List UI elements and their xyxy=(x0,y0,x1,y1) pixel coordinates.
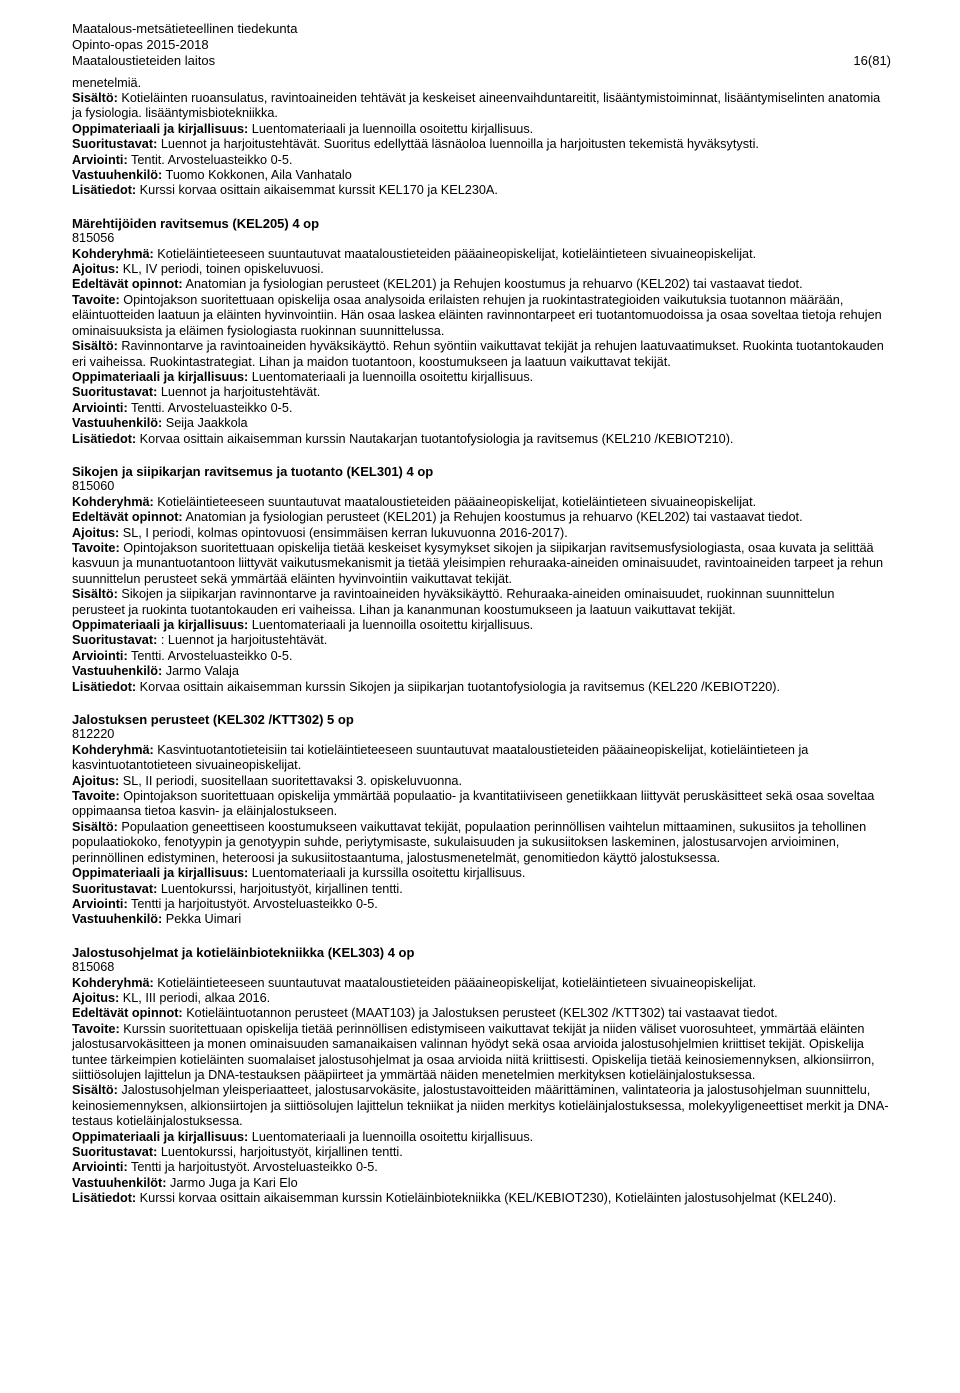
course-field xyxy=(72,401,890,416)
intro-line xyxy=(72,183,890,198)
field-label: Sisältö: xyxy=(72,819,118,834)
course-code: 812220 xyxy=(72,727,115,742)
field-text: KL, III periodi, alkaa 2016. xyxy=(119,990,271,1005)
course-field xyxy=(72,495,890,510)
field-label: Kohderyhmä: xyxy=(72,742,154,757)
course-field xyxy=(72,339,890,370)
intro-label: Arviointi: xyxy=(72,152,128,167)
field-text: Kurssi korvaa osittain aikaisemman kurssin Kotieläinbiotekniikka (KEL/KEBIOT230), Kotieläinten jalostusohjelmat (KEL240). xyxy=(136,1191,837,1206)
course-field xyxy=(72,432,890,447)
field-text: Tentti. Arvosteluasteikko 0-5. xyxy=(127,400,293,415)
course-field xyxy=(72,618,890,633)
field-text: Jarmo Valaja xyxy=(162,664,239,679)
intro-text: Luentomateriaali ja luennoilla osoitettu kirjallisuus. xyxy=(248,121,534,136)
field-text: Opintojakson suoritettuaan opiskelija tietää keskeiset kysymykset sikojen ja siipikarjan ravitsemusfysiologiasta, osaa kuvata ja selittää kasvuun ja munantuotantoon liittyvät vaikutusmekanismit ja tietää yleisimpien rehuraaka-aineiden ominaisuudet, ravintoaineiden tarpeet ja rehun suunnittelun perusteet sekä ymmärtää eläinten hyvinvointiin vaikuttavat tekijät. xyxy=(72,540,884,586)
field-text: SL, II periodi, suositellaan suoritettavaksi 3. opiskeluvuonna. xyxy=(119,773,462,788)
field-label: Arviointi: xyxy=(72,400,128,415)
field-label: Tavoite: xyxy=(72,1021,120,1036)
course-field xyxy=(72,1145,890,1160)
course-title: Märehtijöiden ravitsemus (KEL205) 4 op xyxy=(72,215,320,231)
course-field xyxy=(72,1176,890,1191)
field-label: Suoritustavat: xyxy=(72,385,158,400)
course-field xyxy=(72,247,890,262)
field-label: Arviointi: xyxy=(72,896,128,911)
field-label: Oppimateriaali ja kirjallisuus: xyxy=(72,866,249,881)
field-text: Populaation geneettiseen koostumukseen vaikuttavat tekijät, populaation perinnöllisen vaihtelun mittaaminen, sukusiitos ja tehollinen populaatiokoko, fenotyypin ja genotyypin suhde, periytymisaste, sukulaisuuden ja sukusiitoksen laskeminen, jalostusarvojen arvioiminen, perinnöllinen edistyminen, heteroosi ja sukusiitostaantuma, jalostusmenetelmät, genomitiedon käyttö jalostuksessa. xyxy=(72,819,867,865)
course-field xyxy=(72,882,890,897)
course-field xyxy=(72,1006,890,1021)
field-text: Tentti ja harjoitustyöt. Arvosteluasteikko 0-5. xyxy=(127,1160,378,1175)
course-field xyxy=(72,293,890,339)
course-title: Jalostuksen perusteet (KEL302 /KTT302) 5 op xyxy=(72,712,354,728)
field-text: Jarmo Juga ja Kari Elo xyxy=(166,1175,298,1190)
course-field xyxy=(72,820,890,866)
document-page xyxy=(72,21,890,1207)
course-field xyxy=(72,541,890,587)
field-text: Kasvintuotantotieteisiin tai kotieläintieteeseen suuntautuvat maataloustieteiden pääaineopiskelijat, kotieläintieteen ja kasvintuotantotieteen sivuaineopiskelijat. xyxy=(72,742,809,773)
department-name: Maataloustieteiden laitos xyxy=(72,53,216,69)
field-text: KL, IV periodi, toinen opiskeluvuosi. xyxy=(119,262,324,277)
field-text: Seija Jaakkola xyxy=(162,416,248,431)
field-text: Sikojen ja siipikarjan ravinnontarve ja ravintoaineiden hyväksikäyttö. Rehuraaka-aineiden ominaisuudet, ruokinnan suunnittelun perusteet ja ruokinta tuotantokauden eri vaiheissa. Lihan ja kananmunan koostumukseen ja laatuun vaikuttavat tekijät. xyxy=(72,587,835,617)
field-text: Opintojakson suoritettuaan opiskelija osaa analysoida erilaisten rehujen ja ruokintastrategioiden vaikutuksia tuotannon määrään, eläintuotteiden laatuun ja eläinten hyvinvointiin. Hän osaa laskea eläinten ravinnontarpeet eri tuotantomuodoissa ja osaa soveltaa tietoja rehujen ominaisuuksista ja eläimen fysiologiasta ruokinnan suunnittelussa. xyxy=(72,292,882,338)
field-text: Luentomateriaali ja kurssilla osoitettu kirjallisuus. xyxy=(248,866,526,881)
field-text: Kotieläintieteeseen suuntautuvat maataloustieteiden pääaineopiskelijat, kotieläintieteen sivuaineopiskelijat. xyxy=(153,975,757,990)
course-field xyxy=(72,385,890,400)
course-field xyxy=(72,633,890,648)
intro-label: Sisältö: xyxy=(72,91,118,106)
field-label: Vastuuhenkilö: xyxy=(72,912,163,927)
field-text: Anatomian ja fysiologian perusteet (KEL201) ja Rehujen koostumus ja rehuarvo (KEL202) tai vastaavat tiedot. xyxy=(182,510,803,525)
course-code: 815060 xyxy=(72,479,115,494)
field-label: Suoritustavat: xyxy=(72,1145,158,1160)
course-section xyxy=(72,216,890,447)
course-title: Jalostusohjelmat ja kotieläinbiotekniikka (KEL303) 4 op xyxy=(72,944,415,960)
course-field xyxy=(72,1191,890,1206)
field-text: Luennot ja harjoitustehtävät. xyxy=(157,385,321,400)
course-field xyxy=(72,416,890,431)
course-title: Sikojen ja siipikarjan ravitsemus ja tuotanto (KEL301) 4 op xyxy=(72,463,434,479)
intro-line xyxy=(72,153,890,168)
intro-label: Oppimateriaali ja kirjallisuus: xyxy=(72,121,249,136)
intro-text: menetelmiä. xyxy=(72,75,142,90)
course-field xyxy=(72,680,890,695)
field-text: Tentti ja harjoitustyöt. Arvosteluasteikko 0-5. xyxy=(127,896,378,911)
course-field xyxy=(72,912,890,927)
course-field xyxy=(72,587,890,618)
field-label: Lisätiedot: xyxy=(72,1191,137,1206)
intro-text: Kurssi korvaa osittain aikaisemmat kurssit KEL170 ja KEL230A. xyxy=(136,183,498,198)
field-label: Sisältö: xyxy=(72,587,118,602)
field-label: Suoritustavat: xyxy=(72,881,158,896)
field-label: Edeltävät opinnot: xyxy=(72,277,183,292)
course-field xyxy=(72,526,890,541)
field-label: Tavoite: xyxy=(72,789,120,804)
field-label: Tavoite: xyxy=(72,292,120,307)
field-label: Tavoite: xyxy=(72,540,120,555)
field-text: SL, I periodi, kolmas opintovuosi (ensimmäisen kerran lukuvuonna 2016-2017). xyxy=(119,525,568,540)
intro-label: Lisätiedot: xyxy=(72,183,137,198)
intro-line xyxy=(72,76,890,91)
intro-line xyxy=(72,91,890,122)
course-field xyxy=(72,664,890,679)
field-text: Luentokurssi, harjoitustyöt, kirjallinen tentti. xyxy=(157,1145,403,1160)
page-number: 16(81) xyxy=(853,53,891,68)
field-label: Oppimateriaali ja kirjallisuus: xyxy=(72,369,249,384)
intro-line xyxy=(72,168,890,183)
field-text: Tentti. Arvosteluasteikko 0-5. xyxy=(127,648,293,663)
field-text: Anatomian ja fysiologian perusteet (KEL201) ja Rehujen koostumus ja rehuarvo (KEL202) tai vastaavat tiedot. xyxy=(182,277,803,292)
field-label: Kohderyhmä: xyxy=(72,494,154,509)
field-text: Opintojakson suoritettuaan opiskelija ymmärtää populaatio- ja kvantitatiiviseen genetiikkaan liittyvät peruskäsitteet sekä osaa soveltaa oppimaansa tietoa kasvin- ja eläinjalostukseen. xyxy=(72,789,875,819)
field-label: Ajoitus: xyxy=(72,773,120,788)
field-text: Kotieläintieteeseen suuntautuvat maataloustieteiden pääaineopiskelijat, kotieläintieteen sivuaineopiskelijat. xyxy=(153,246,757,261)
course-field xyxy=(72,774,890,789)
course-field xyxy=(72,277,890,292)
field-label: Kohderyhmä: xyxy=(72,975,154,990)
field-text: Pekka Uimari xyxy=(162,912,242,927)
field-label: Edeltävät opinnot: xyxy=(72,1006,183,1021)
field-text: Luentomateriaali ja luennoilla osoitettu kirjallisuus. xyxy=(248,369,534,384)
course-field xyxy=(72,866,890,881)
intro-label: Suoritustavat: xyxy=(72,137,158,152)
field-label: Lisätiedot: xyxy=(72,431,137,446)
course-field xyxy=(72,991,890,1006)
study-guide-title: Opinto-opas 2015-2018 xyxy=(72,37,209,53)
field-label: Ajoitus: xyxy=(72,525,120,540)
field-label: Oppimateriaali ja kirjallisuus: xyxy=(72,1129,249,1144)
document-body xyxy=(72,76,890,1207)
field-label: Ajoitus: xyxy=(72,990,120,1005)
page-header xyxy=(72,21,890,70)
field-text: Kurssin suoritettuaan opiskelija tietää perinnöllisen edistymiseen vaikuttavat tekijät ja niiden väliset vuorosuhteet, ymmärtää eläinten jalostusarvokäsitteen ja monen ominaisuuden samanaikaisen valinnan hyödyt sekä osaa arvioida jalostusohjelmien kriittiset tekijät. Opiskelija tuntee tärkeimpien kotieläinten suomalaiset jalostusohjelmat ja osaa arvioida niitä kriittisesti. Opiskelija tietää keinosiemennyksen, alkionsiirron, siittiösolujen lajittelun ja DNA-testauksen pääpiirteet ja ymmärtää näiden menetelmien merkityksen kotieläinjalostuksessa. xyxy=(72,1021,875,1082)
faculty-name: Maatalous-metsätieteellinen tiedekunta xyxy=(72,21,298,36)
field-label: Arviointi: xyxy=(72,1160,128,1175)
course-list xyxy=(72,216,890,1207)
field-label: Oppimateriaali ja kirjallisuus: xyxy=(72,618,249,633)
course-field xyxy=(72,976,890,991)
field-text: Luentomateriaali ja luennoilla osoitettu kirjallisuus. xyxy=(248,1129,534,1144)
field-text: Korvaa osittain aikaisemman kurssin Nautakarjan tuotantofysiologia ja ravitsemus (KEL210 /KEBIOT210). xyxy=(136,431,734,446)
course-field xyxy=(72,1160,890,1175)
course-section xyxy=(72,464,890,695)
intro-text: Kotieläinten ruoansulatus, ravintoaineiden tehtävät ja keskeiset aineenvaihduntareitit, lisääntymistoiminnat, lisääntymiselinten anatomia ja fysiologia. lisääntymisbiotekniikka. xyxy=(72,91,881,121)
intro-text: Luennot ja harjoitustehtävät. Suoritus edellyttää läsnäoloa luennoilla ja harjoitusten tekemistä hyväksytysti. xyxy=(157,137,759,152)
course-field xyxy=(72,1083,890,1129)
intro-line xyxy=(72,137,890,152)
course-code: 815068 xyxy=(72,960,115,975)
intro-text: Tentit. Arvosteluasteikko 0-5. xyxy=(127,152,293,167)
course-code: 815056 xyxy=(72,231,115,246)
field-text: Jalostusohjelman yleisperiaatteet, jalostusarvokäsite, jalostustavoitteiden määrittäminen, valintateoria ja jalostusohjelman suunnittelu, keinosiemennyksen, alkionsiirtojen ja siittiösolujen lajittelun tekniikat ja niiden merkitys kotieläinjalostuksessa, molekyyligeneettiset merkit ja DNA-testaus kotieläinjalostuksessa. xyxy=(72,1083,889,1129)
intro-line xyxy=(72,122,890,137)
course-section xyxy=(72,712,890,928)
field-label: Kohderyhmä: xyxy=(72,246,154,261)
course-field xyxy=(72,743,890,774)
field-text: Luentomateriaali ja luennoilla osoitettu kirjallisuus. xyxy=(248,618,534,633)
field-text: Kotieläintuotannon perusteet (MAAT103) ja Jalostuksen perusteet (KEL302 /KTT302) tai vastaavat tiedot. xyxy=(182,1006,778,1021)
course-section xyxy=(72,945,890,1207)
intro-label: Vastuuhenkilö: xyxy=(72,168,163,183)
field-label: Vastuuhenkilö: xyxy=(72,416,163,431)
field-label: Vastuuhenkilö: xyxy=(72,664,163,679)
field-text: Luentokurssi, harjoitustyöt, kirjallinen tentti. xyxy=(157,881,403,896)
field-label: Ajoitus: xyxy=(72,262,120,277)
field-label: Vastuuhenkilöt: xyxy=(72,1175,167,1190)
field-text: Kotieläintieteeseen suuntautuvat maataloustieteiden pääaineopiskelijat, kotieläintieteen sivuaineopiskelijat. xyxy=(153,494,757,509)
course-field xyxy=(72,262,890,277)
field-label: Suoritustavat: xyxy=(72,633,158,648)
field-label: Sisältö: xyxy=(72,1083,118,1098)
field-label: Lisätiedot: xyxy=(72,679,137,694)
course-field xyxy=(72,1130,890,1145)
field-label: Arviointi: xyxy=(72,648,128,663)
intro-text: Tuomo Kokkonen, Aila Vanhatalo xyxy=(162,168,352,183)
field-label: Edeltävät opinnot: xyxy=(72,510,183,525)
course-field xyxy=(72,649,890,664)
course-field xyxy=(72,789,890,820)
course-field xyxy=(72,1022,890,1084)
course-field xyxy=(72,897,890,912)
field-text: : Luennot ja harjoitustehtävät. xyxy=(157,633,328,648)
course-field xyxy=(72,510,890,525)
field-text: Korvaa osittain aikaisemman kurssin Sikojen ja siipikarjan tuotantofysiologia ja ravitsemus (KEL220 /KEBIOT220). xyxy=(136,679,780,694)
field-label: Sisältö: xyxy=(72,339,118,354)
field-text: Ravinnontarve ja ravintoaineiden hyväksikäyttö. Rehun syöntiin vaikuttavat tekijät ja rehujen laatuvaatimukset. Ruokinta tuotantokauden eri vaiheissa. Ruokintastrategiat. Lihan ja maidon tuotantoon, koostumukseen ja laatuun vaikuttavat tekijät. xyxy=(72,339,884,369)
previous-course-continuation xyxy=(72,76,890,199)
course-field xyxy=(72,370,890,385)
